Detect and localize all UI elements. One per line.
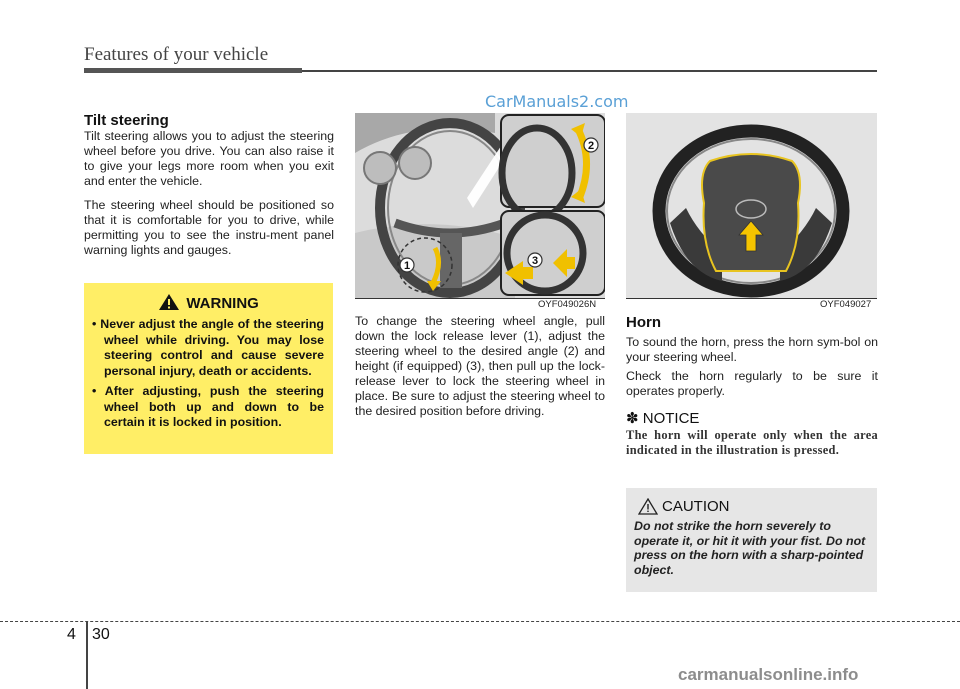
horn-section (626, 314, 878, 458)
notice-heading: ✽ NOTICE (626, 410, 700, 427)
steering-adjust-illustration (355, 113, 605, 298)
adjust-section (355, 314, 605, 419)
watermark-top[interactable]: CarManuals2.com (485, 92, 629, 111)
header-rule-thick (84, 68, 302, 73)
header-rule-thin (302, 70, 877, 72)
figure2-label: OYF049027 (820, 299, 872, 310)
horn-illustration (626, 113, 877, 298)
warning-item-1: • Never adjust the angle of the steering wheel while driving. You may lose steering control and cause severe personal injury, death or accidents. (92, 317, 324, 378)
caution-triangle-icon (638, 498, 658, 515)
warning-heading-label: WARNING (186, 295, 259, 312)
caution-box (626, 488, 877, 592)
figure1-label: OYF049026N (538, 299, 597, 310)
footer-chapter: 4 (67, 626, 76, 643)
warning-item-2: • After adjusting, push the steering wheel both up and down to be certain it is locked in position. (92, 384, 324, 429)
footer-divider (86, 621, 88, 689)
horn-para2: Check the horn regularly to be sure it operates properly. (626, 369, 878, 398)
watermark-bottom[interactable]: carmanualsonline.info (678, 665, 859, 684)
callout-1: 1 (403, 260, 411, 272)
tilt-steering-para2: The steering wheel should be positioned so that it is comfortable for you to drive, while permitting you to see the instru-ment panel warning lights and gauges. (84, 198, 334, 257)
tilt-steering-heading: Tilt steering (84, 112, 169, 129)
steering-adjust-figure (355, 113, 605, 298)
horn-heading: Horn (626, 314, 661, 331)
callout-2: 2 (587, 140, 595, 152)
notice-body: The horn will operate only when the area indicated in the illustration is pressed. (626, 428, 878, 457)
tilt-steering-section (84, 112, 334, 258)
caution-heading: CAUTION (662, 498, 730, 515)
footer-rule (0, 621, 960, 622)
warning-box (84, 283, 333, 454)
callout-3: 3 (531, 255, 539, 267)
horn-para1: To sound the horn, press the horn sym-bol on your steering wheel. (626, 335, 878, 364)
page-header-title: Features of your vehicle (84, 44, 269, 65)
tilt-steering-para1: Tilt steering allows you to adjust the steering wheel before you drive. You can also raise it to give your legs more room when you exit and enter the vehicle. (84, 129, 334, 188)
warning-heading (84, 293, 333, 312)
footer-page-number: 30 (92, 626, 110, 643)
warning-triangle-icon (158, 293, 180, 311)
caution-body: Do not strike the horn severely to operate it, or hit it with your fist. Do not press on the horn with a sharp-pointed object. (634, 519, 866, 577)
adjust-paragraph: To change the steering wheel angle, pull down the lock release lever (1), adjust the steering wheel to the desired angle (2) and height (if equipped) (3), then pull up the lock-release lever to lock the steering wheel in place. Be sure to adjust the steering wheel to the desired position before driving. (355, 314, 605, 418)
warning-list (92, 317, 324, 436)
horn-figure (626, 113, 877, 298)
